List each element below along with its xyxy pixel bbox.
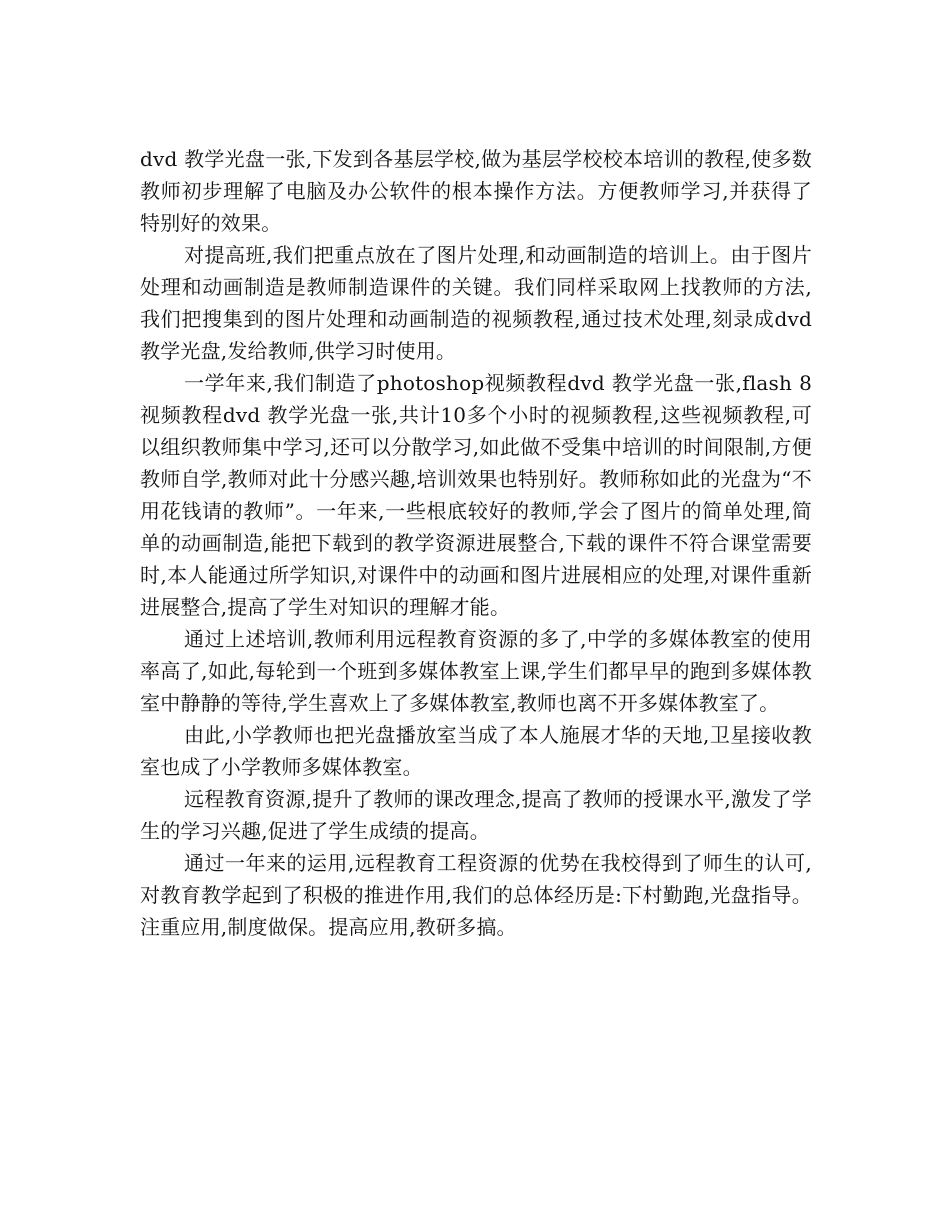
paragraph-1: dvd 教学光盘一张,下发到各基层学校,做为基层学校校本培训的教程,使多数教师初步理解了电脑及办公软件的根本操作方法。方便教师学习,并获得了特别好的效果。 <box>140 147 812 235</box>
paragraph-6: 远程教育资源,提升了教师的课改理念,提高了教师的授课水平,激发了学生的学习兴趣,促进了学生成绩的提高。 <box>140 787 812 843</box>
paragraph-5: 由此,小学教师也把光盘播放室当成了本人施展才华的天地,卫星接收教室也成了小学教师多媒体教室。 <box>140 723 812 779</box>
paragraph-4: 通过上述培训,教师利用远程教育资源的多了,中学的多媒体教室的使用率高了,如此,每轮到一个班到多媒体教室上课,学生们都早早的跑到多媒体教室中静静的等待,学生喜欢上了多媒体教室,教师也离不开多媒体教室了。 <box>140 627 812 715</box>
paragraph-7: 通过一年来的运用,远程教育工程资源的优势在我校得到了师生的认可,对教育教学起到了积极的推进作用,我们的总体经历是:下村勤跑,光盘指导。注重应用,制度做保。提高应用,教研多搞。 <box>140 851 812 939</box>
paragraph-2: 对提高班,我们把重点放在了图片处理,和动画制造的培训上。由于图片处理和动画制造是教师制造课件的关键。我们同样采取网上找教师的方法,我们把搜集到的图片处理和动画制造的视频教程,通过技术处理,刻录成dvd教学光盘,发给教师,供学习时使用。 <box>140 243 812 363</box>
paragraph-3: 一学年来,我们制造了photoshop视频教程dvd 教学光盘一张,flash 8视频教程dvd 教学光盘一张,共计10多个小时的视频教程,这些视频教程,可以组织教师集中学习,还可以分散学习,如此做不受集中培训的时间限制,方便教师自学,教师对此十分感兴趣,培训效果也特别好。教师称如此的光盘为“不用花钱请的教师”。一年来,一些根底较好的教师,学会了图片的简单处理,简单的动画制造,能把下载到的教学资源进展整合,下载的课件不符合课堂需要时,本人能通过所学知识,对课件中的动画和图片进展相应的处理,对课件重新进展整合,提高了学生对知识的理解才能。 <box>140 371 812 619</box>
